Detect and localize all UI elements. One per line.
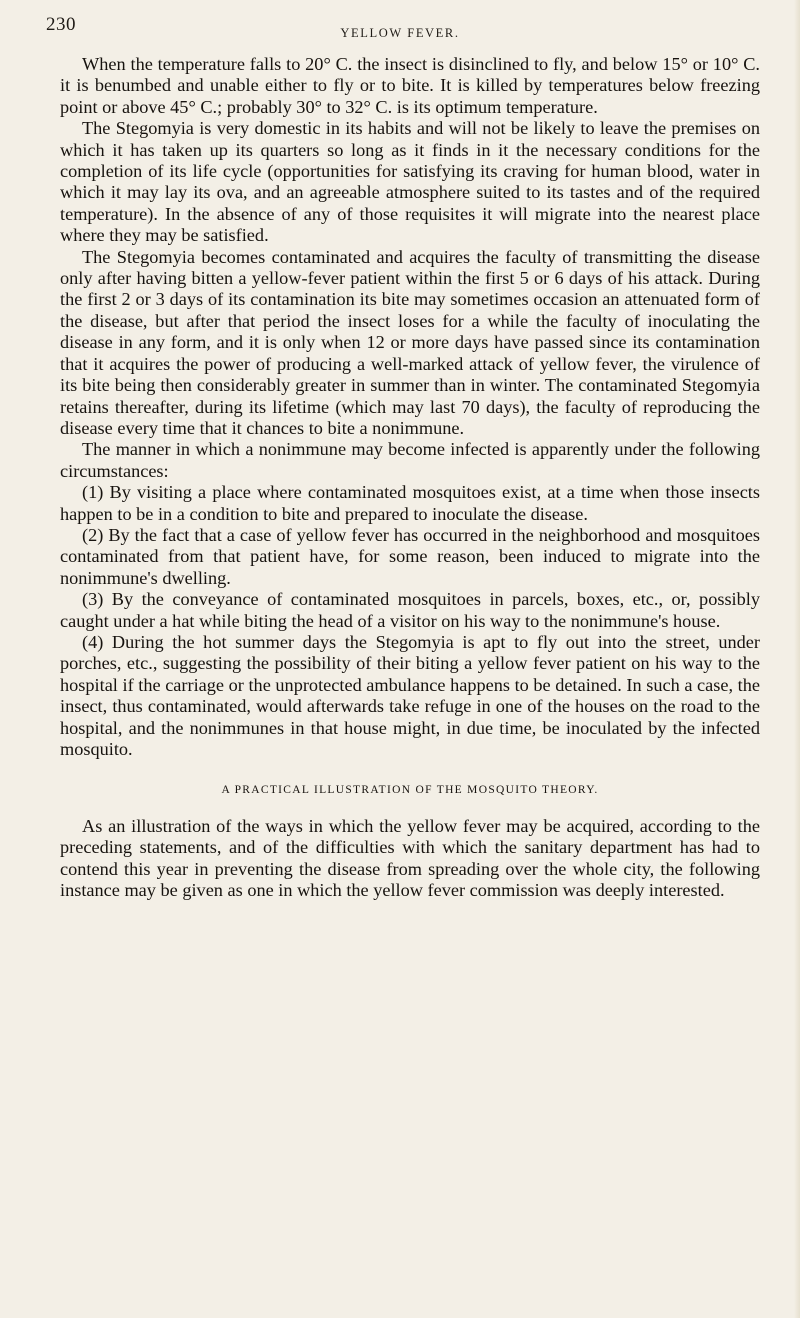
section-heading: A PRACTICAL ILLUSTRATION OF THE MOSQUITO THEORY. [221, 784, 599, 797]
running-title: YELLOW FEVER. [340, 26, 460, 40]
paragraph-manner-of-infection: The manner in which a nonimmune may become infected is apparently under the following circumstances: [60, 439, 760, 481]
page-number: 230 [46, 14, 76, 35]
list-item-visiting-place: (1) By visiting a place where contaminated mosquitoes exist, at a time when those insects happen to be in a condition to bite and prepared to inoculate the disease. [60, 482, 760, 524]
paragraph-illustration: As an illustration of the ways in which the yellow fever may be acquired, according to the preceding statements, and of the difficulties with which the sanitary department has had to contend this year in preventing the disease from spreading over the whole city, the following instance may be given as one in which the yellow fever commission was deeply interested. [60, 815, 760, 901]
paragraph-contamination: The Stegomyia becomes contaminated and acquires the faculty of transmitting the disease only after having bitten a yellow-fever patient within the first 5 or 6 days of his attack. During the first 2 or 3 days of its contamination its bite may sometimes occasion an attenuated form of the disease, but after that period the insect loses for a while the faculty of inoculating the disease in any form, and it is only when 12 or more days have passed since its contamination that it acquires the power of producing a well-marked attack of yellow fever, the virulence of its bite being then considerably greater in summer than in winter. The contaminated Stegomyia retains thereafter, during its lifetime (which may last 70 days), the faculty of reproducing the disease every time that it chances to bite a nonimmune. [60, 246, 760, 438]
paragraph-temperature: When the temperature falls to 20° C. the insect is disinclined to fly, and below 15° or 10° C. it is benumbed and unable either to fly or to bite. It is killed by temperatures below freezing point or above 45° C.; probably 30° to 32° C. is its optimum temperature. [60, 54, 760, 117]
page-edge-shadow [794, 0, 800, 1318]
page-body [60, 54, 760, 901]
paragraph-domestic-habits: The Stegomyia is very domestic in its habits and will not be likely to leave the premises on which it has taken up its quarters so long as it finds in it the necessary conditions for the completion of its life cycle (opportunities for satisfying its craving for human blood, water in which it may lay its ova, and an agreeable atmosphere suited to its tastes and of the required temperature). In the absence of any of those requisites it will migrate into the nearest place where they may be satisfied. [60, 118, 760, 246]
list-item-summer-days: (4) During the hot summer days the Stegomyia is apt to fly out into the street, under porches, etc., suggesting the possibility of their biting a yellow fever patient on his way to the hospital if the carriage or the unprotected ambulance happens to be detained. In such a case, the insect, thus contaminated, would afterwards take refuge in one of the houses on the road to the hospital, and the nonimmunes in that house might, in due time, be inoculated by the infected mosquito. [60, 631, 760, 759]
list-item-neighborhood-case: (2) By the fact that a case of yellow fever has occurred in the neighborhood and mosquitoes contaminated from that patient have, for some reason, been induced to migrate into the nonimmune's dwelling. [60, 524, 760, 588]
list-item-conveyance: (3) By the conveyance of contaminated mosquitoes in parcels, boxes, etc., or, possibly caught under a hat while biting the head of a visitor on his way to the nonimmune's house. [60, 589, 760, 631]
